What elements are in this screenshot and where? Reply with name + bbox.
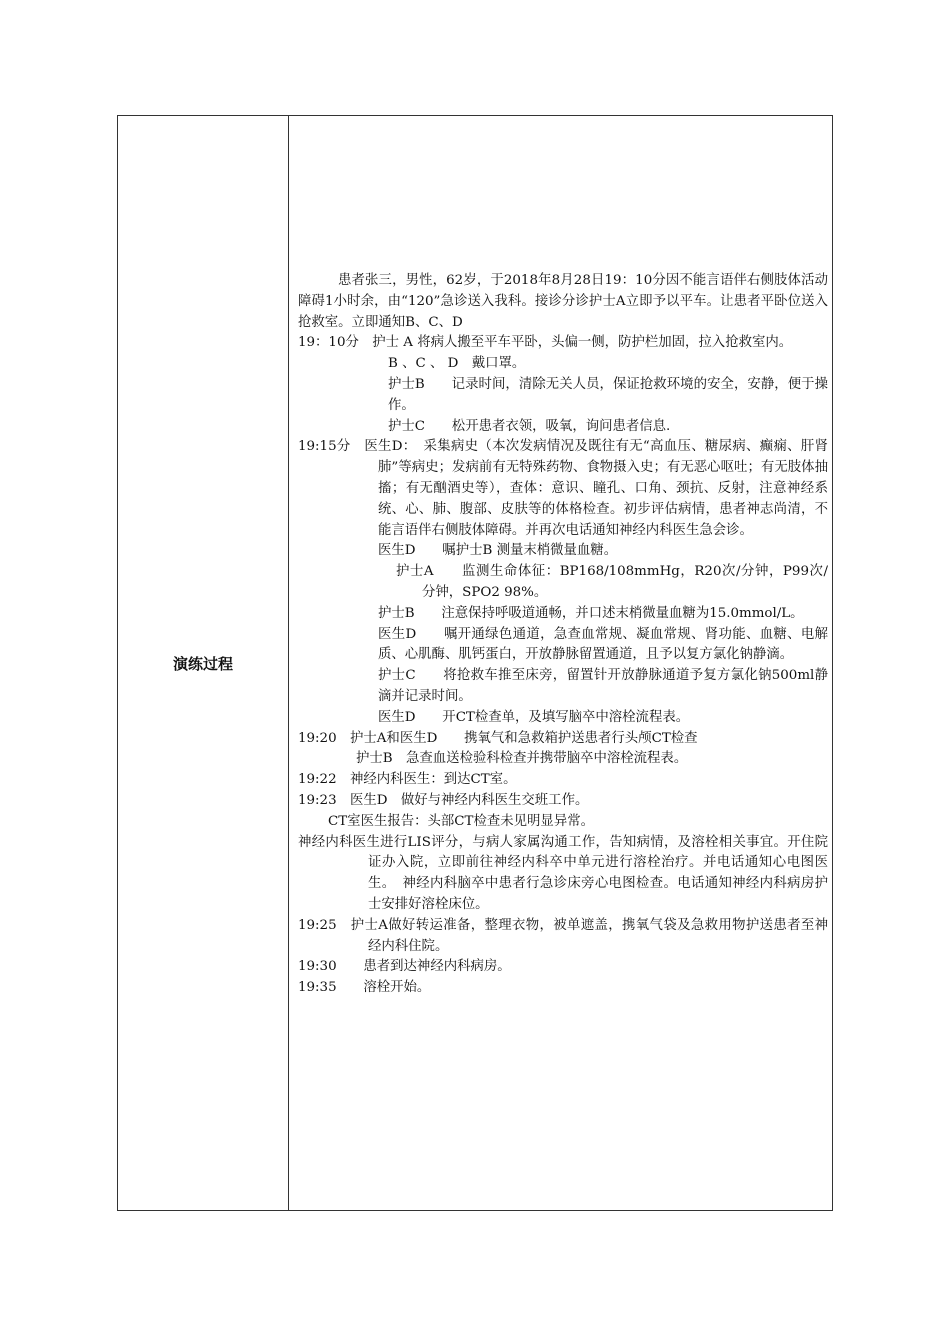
paragraph-intro: 患者张三，男性，62岁，于2018年8月28日19：10分因不能言语伴右侧肢体活动障碍1小时余，由“120”急诊送入我科。接诊分诊护士A立即予以平车。让患者平卧位送入抢救室。立即通知B、C、D	[298, 273, 828, 330]
paragraph-neurology-lis: 神经内科医生进行LIS评分，与病人家属沟通工作，告知病情，及溶栓相关事宜。开住院证办入院，立即前往神经内科卒中单元进行溶栓治疗。并电话通知心电图医生。 神经内科脑卒中患者行急诊床旁心电图检查。电话通知神经内科病房护士安排好溶栓床位。	[298, 834, 828, 912]
paragraph-1930-arrival: 19:30 患者到达神经内科病房。	[298, 959, 511, 975]
paragraph-ct-report: CT室医生报告：头部CT检查未见明显异常。	[328, 813, 594, 829]
paragraph-1920-ct: 19:20 护士A和医生D 携氧气和急救箱护送患者行头颅CT检查	[298, 730, 698, 746]
paragraph-1935-thrombolysis: 19:35 溶栓开始。	[298, 980, 431, 996]
content-cell	[298, 271, 828, 999]
paragraph-bcd-masks: B 、C 、 D 戴口罩。	[388, 356, 526, 372]
paragraph-1925-transfer: 19:25 护士A做好转运准备，整理衣物，被单遮盖，携氧气袋及急救用物护送患者至神经内科住院。	[298, 917, 828, 954]
paragraph-doctor-d-ct-order: 医生D 开CT检查单，及填写脑卒中溶栓流程表。	[378, 709, 690, 725]
paragraph-nurse-b-airway: 护士B 注意保持呼吸道通畅，并口述末梢微量血糖为15.0mmol/L。	[378, 605, 804, 621]
paragraph-doctor-d-glucose: 医生D 嘱护士B 测量末梢微量血糖。	[378, 543, 618, 559]
column-divider	[288, 116, 289, 1210]
paragraph-1910: 19：10分 护士 A 将病人搬至平车平卧，头偏一侧，防护栏加固，拉入抢救室内。	[298, 335, 793, 351]
paragraph-1915-history: 19:15分 医生D： 采集病史（本次发病情况及既往有无“高血压、糖尿病、癫痫、肝肾肺”等病史；发病前有无特殊药物、食物摄入史；有无恶心呕吐；有无肢体抽搐；有无酗酒史等），查体：意识、瞳孔、口角、颈抗、反射，注意神经系统、心、肺、腹部、皮肤等的体格检查。初步评估病情，患者神志尚清，不能言语伴右侧肢体障碍。并再次电话通知神经内科医生急会诊。	[298, 439, 828, 538]
paragraph-doctor-d-green-channel: 医生D 嘱开通绿色通道，急查血常规、凝血常规、肾功能、血糖、电解质、心肌酶、肌钙蛋白，开放静脉留置通道，且予以复方氯化钠静滴。	[378, 626, 828, 663]
label-cell	[118, 116, 288, 1210]
paragraph-nurse-b-record: 护士B 记录时间，清除无关人员，保证抢救环境的安全，安静，便于操作。	[388, 376, 828, 413]
paragraph-nurse-c-oxygen: 护士C 松开患者衣领，吸氧，询问患者信息.	[388, 418, 671, 434]
document-table	[117, 115, 833, 1211]
paragraph-1922-neurology: 19:22 神经内科医生：到达CT室。	[298, 772, 517, 788]
paragraph-nurse-a-vitals: 护士A 监测生命体征：BP168/108mmHg，R20次/分钟，P99次/分钟，SPO2 98%。	[396, 564, 828, 600]
paragraph-nurse-b-lab: 护士B 急查血送检验科检查并携带脑卒中溶栓流程表。	[356, 751, 688, 767]
section-label: 演练过程	[172, 654, 233, 673]
paragraph-1923-handover: 19:23 医生D 做好与神经内科医生交班工作。	[298, 792, 589, 808]
paragraph-nurse-c-iv: 护士C 将抢救车推至床旁，留置针开放静脉通道予复方氯化钠500ml静滴并记录时间。	[378, 668, 828, 704]
